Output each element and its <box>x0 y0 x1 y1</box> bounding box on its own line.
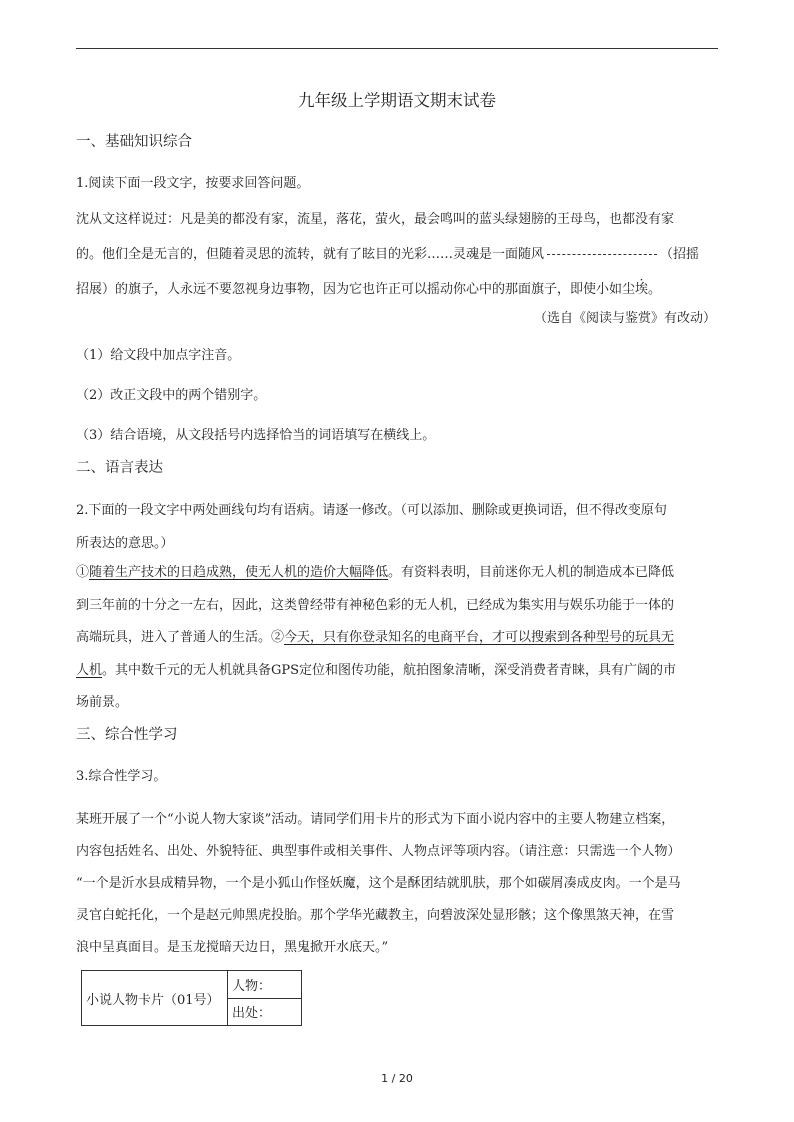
q2-passage-line-2: 到三年前的十分之一左右，因此，这类曾经带有神秘色彩的无人机，已经成为集实用与娱乐功能于一体的 <box>76 598 675 613</box>
q3-quote-line-2: 灵官白蛇托化，一个是赵元帅黑虎投胎。那个学华光藏教主，向碧波深处显形骸；这个像黑煞天神，在雪 <box>76 908 675 923</box>
underlined-sentence-2: 今天，只有你登录知名的电商平台，才可以搜索到各种型号的玩具无 <box>284 630 675 645</box>
page-title: 九年级上学期语文期末试卷 <box>298 91 496 110</box>
card-field-source[interactable]: 出处： <box>228 998 302 1026</box>
passage-text: 招展）的旗子，人永远不要忽视身边事物，因为它也许正可以摇动你心中的那面旗子，即使小如尘 <box>76 282 636 297</box>
q3-paragraph-line-1: 某班开展了一个“小说人物大家谈”活动。请同学们用卡片的形式为下面小说内容中的主要人物建立档案， <box>76 812 675 827</box>
question-2-stem-line-2: 所表达的意思。） <box>76 536 174 551</box>
underlined-sentence-2-end: 人机 <box>76 663 103 678</box>
passage-text: 。 <box>648 282 662 297</box>
q2-passage-line-3 <box>76 626 674 645</box>
q2-passage-line-4 <box>76 659 676 678</box>
circled-number-1: ① <box>76 565 90 580</box>
page-number: 1 / 20 <box>381 1072 413 1085</box>
header-rule <box>76 48 718 49</box>
q2-passage-line-1 <box>76 561 674 580</box>
question-1-stem: 1.阅读下面一段文字，按要求回答问题。 <box>76 176 310 191</box>
q3-quote-line-3: 浪中呈真面目。是玉龙搅暗天边日，黑鬼掀开水底天。” <box>76 940 389 955</box>
passage-line-2 <box>76 243 699 262</box>
passage-text: 的。他们全是无言的，但随着灵思的流转，就有了眩目的光彩……灵魂是一面随风 <box>76 247 545 262</box>
question-3-stem: 3.综合性学习。 <box>76 769 167 784</box>
character-card-table <box>81 970 302 1026</box>
q3-quote-line-1: “一个是沂水县成精异物，一个是小狐山作怪妖魔，这个是酥团结就肌肤，那个如碳屑凑成皮肉。一个是马 <box>76 876 681 891</box>
card-label-cell: 小说人物卡片（01号） <box>82 971 228 1026</box>
question-2-stem-line-1: 2.下面的一段文字中两处画线句均有语病。请逐一修改。（可以添加、删除或更换词语，但不得改变原句 <box>76 503 667 518</box>
card-field-name[interactable]: 人物： <box>228 971 302 999</box>
q3-paragraph-line-2: 内容包括姓名、出处、外貌特征、典型事件或相关事件、人物点评等项内容。（请注意：只需选一个人物） <box>76 844 681 859</box>
section-heading-2: 二、语言表达 <box>76 460 163 476</box>
passage-text: 。其中数千元的无人机就具备GPS定位和图传功能，航拍图象清晰，深受消费者青睐，具有广阔的市 <box>102 663 677 678</box>
passage-text: （招摇 <box>660 247 700 262</box>
sub-question-2: （2）改正文段中的两个错别字。 <box>76 388 267 403</box>
section-heading-3: 三、综合性学习 <box>76 727 178 743</box>
passage-line-1: 沈从文这样说过：凡是美的都没有家，流星，落花，萤火，最会鸣叫的蓝头绿翅膀的王母鸟，也都没有家 <box>76 212 675 227</box>
fill-in-blank[interactable] <box>547 254 657 255</box>
sub-question-3: （3）结合语境，从文段括号内选择恰当的词语填写在横线上。 <box>76 428 436 443</box>
underlined-sentence-1: 随着生产技术的日趋成熟，使无人机的造价大幅降低 <box>89 565 389 580</box>
passage-text: 高端玩具，进入了普通人的生活。② <box>76 630 285 645</box>
section-heading-1: 一、基础知识综合 <box>76 134 192 150</box>
q2-passage-line-5: 场前景。 <box>76 695 129 710</box>
passage-text: 。有资料表明，目前迷你无人机的制造成本已降低 <box>388 565 675 580</box>
passage-source: （选自《阅读与鉴赏》有改动） <box>533 311 716 326</box>
sub-question-1: （1）给文段中加点字注音。 <box>76 348 241 363</box>
passage-line-3 <box>76 278 661 297</box>
dotted-character: 埃 <box>635 282 649 297</box>
